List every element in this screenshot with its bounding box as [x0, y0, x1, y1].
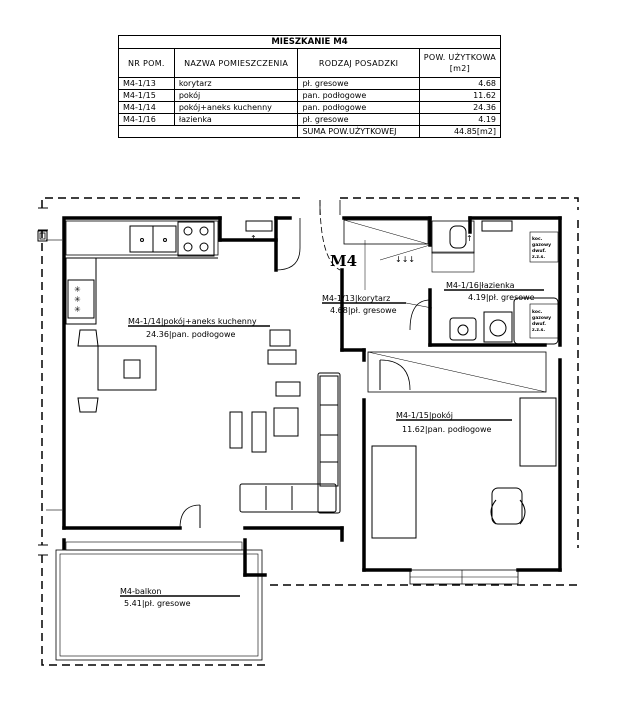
header-floor: RODZAJ POSADZKI — [298, 49, 419, 78]
cell-area: 11.62 — [419, 90, 500, 102]
sum-label: SUMA POW.UŻYTKOWEJ — [298, 126, 419, 138]
cell-area: 4.68 — [419, 78, 500, 90]
svg-text:z.z.s.: z.z.s. — [532, 255, 546, 260]
cell-name: łazienka — [174, 114, 298, 126]
stove-burner-icon — [74, 285, 81, 314]
dining-table — [98, 346, 156, 390]
sum-value: 44.85[m2] — [419, 126, 500, 138]
svg-text:gazowy: gazowy — [532, 316, 552, 321]
cell-nr: M4-1/16 — [119, 114, 175, 126]
cell-floor: pł. gresowe — [298, 114, 419, 126]
room-living — [128, 316, 257, 339]
cell-nr: M4-1/15 — [119, 90, 175, 102]
svg-text:11.62|pan. podłogowe: 11.62|pan. podłogowe — [402, 425, 492, 434]
sink-drain-icon — [141, 239, 144, 242]
walls — [64, 218, 560, 575]
room-corridor — [322, 294, 397, 315]
svg-text:5.41|pł. gresowe: 5.41|pł. gresowe — [124, 599, 191, 608]
header-nr: NR POM. — [119, 49, 175, 78]
cell-name: pokój+aneks kuchenny — [174, 102, 298, 114]
svg-text:M4-1/13|korytarz: M4-1/13|korytarz — [322, 294, 391, 303]
svg-text:✳: ✳ — [74, 305, 81, 314]
boiler-note-bottom — [532, 309, 551, 333]
bed — [372, 446, 416, 538]
fridge-icon — [68, 280, 94, 318]
room-bathroom — [446, 281, 535, 302]
header-area-line2: [m2] — [449, 64, 471, 73]
header-name: NAZWA POMIESZCZENIA — [174, 49, 298, 78]
room-bedroom — [396, 410, 491, 434]
svg-text:M4-1/16|łazienka: M4-1/16|łazienka — [446, 281, 515, 290]
table-title: MIESZKANIE M4 — [119, 36, 501, 49]
sofa — [318, 373, 340, 513]
stove-icon — [178, 222, 214, 256]
vent-icon — [246, 221, 272, 231]
svg-text:koc.: koc. — [532, 310, 543, 315]
arrow-up-icon: ↑ — [466, 234, 473, 243]
svg-text:24.36|pan. podłogowe: 24.36|pan. podłogowe — [146, 330, 236, 339]
cell-floor: pan. podłogowe — [298, 90, 419, 102]
cell-name: pokój — [174, 90, 298, 102]
svg-text:koc.: koc. — [532, 237, 543, 242]
apartment-label: M4 — [330, 252, 358, 270]
header-area-line1: POW. UŻYTKOWA — [423, 53, 496, 62]
svg-text:gazowy: gazowy — [532, 243, 552, 248]
cell-nr: M4-1/14 — [119, 102, 175, 114]
cell-floor: pł. gresowe — [298, 78, 419, 90]
svg-text:z.z.s.: z.z.s. — [532, 328, 546, 333]
cell-name: korytarz — [174, 78, 298, 90]
svg-text:4.68|pł. gresowe: 4.68|pł. gresowe — [330, 306, 397, 315]
cell-area: 4.19 — [419, 114, 500, 126]
cell-area: 24.36 — [419, 102, 500, 114]
bathtub-icon — [514, 298, 558, 344]
toilet-icon — [450, 226, 466, 248]
svg-text:M4-1/14|pokój+aneks kuchenny: M4-1/14|pokój+aneks kuchenny — [128, 317, 257, 326]
svg-text:dwuf.: dwuf. — [532, 249, 547, 254]
room-balcony — [120, 587, 191, 608]
svg-text:4.19|pł. gresowe: 4.19|pł. gresowe — [468, 293, 535, 302]
svg-text:M4-1/15|pokój: M4-1/15|pokój — [396, 411, 453, 420]
arrow-down-icon: ↓↓↓ — [395, 255, 416, 264]
washbasin-icon — [450, 318, 476, 340]
arrow-up-icon: ↑ — [250, 234, 257, 243]
svg-text:M4-balkon: M4-balkon — [120, 587, 162, 596]
boiler-note-top — [532, 236, 551, 260]
svg-text:✳: ✳ — [74, 295, 81, 304]
cell-nr: M4-1/13 — [119, 78, 175, 90]
cell-floor: pan. podłogowe — [298, 102, 419, 114]
desk — [520, 398, 556, 466]
svg-text:✳: ✳ — [74, 285, 81, 294]
vent-icon — [482, 221, 512, 231]
svg-text:dwuf.: dwuf. — [532, 322, 547, 327]
